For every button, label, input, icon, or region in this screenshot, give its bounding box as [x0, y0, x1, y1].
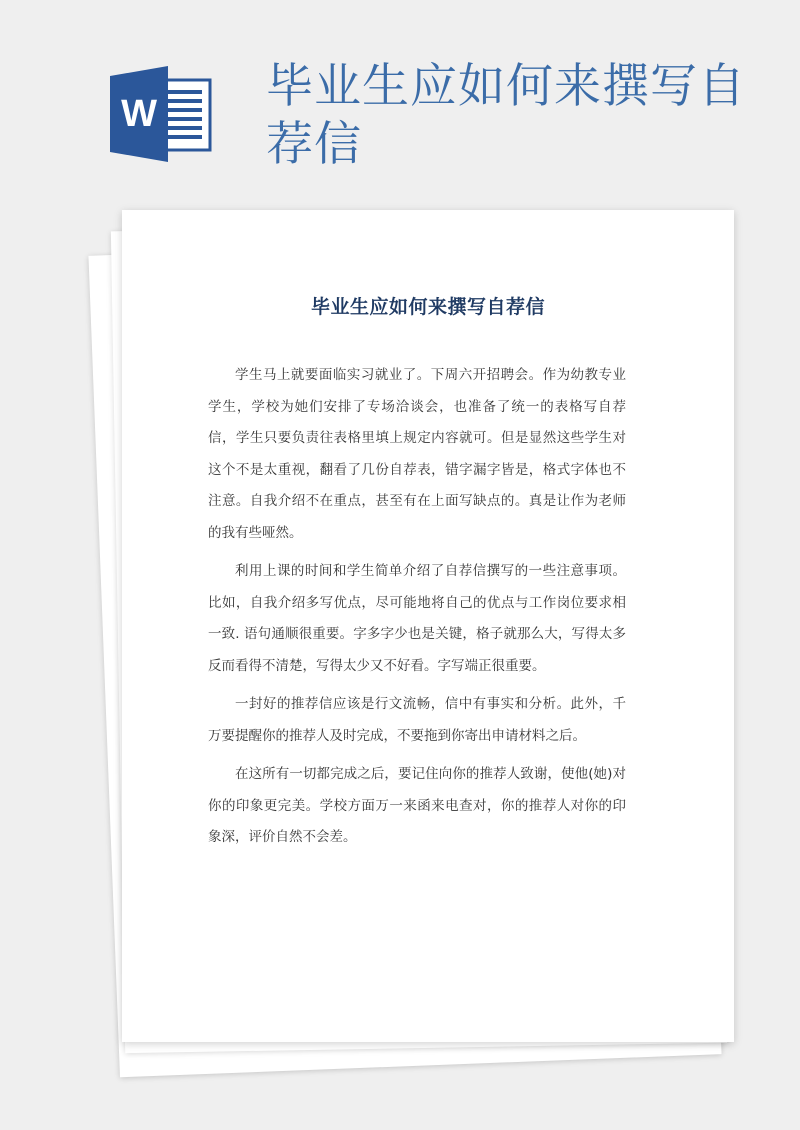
document-title: 毕业生应如何来撰写自荐信	[310, 296, 545, 318]
paragraph: 学生马上就要面临实习就业了。下周六开招聘会。作为幼教专业学生，学校为她们安排了专场洽谈会，也准备了统一的表格写自荐信，学生只要负责往表格里填上规定内容就可。但是显然这些学生对这个不是太重视，翻看了几份自荐表，错字漏字皆是，格式字体也不注意。自我介绍不在重点，甚至有在上面写缺点的。真是让作为老师的我有些哑然。	[208, 367, 626, 541]
word-document-icon	[110, 66, 214, 162]
document-body	[208, 360, 626, 861]
paragraph: 利用上课的时间和学生简单介绍了自荐信撰写的一些注意事项。比如，自我介绍多写优点，尽可能地将自己的优点与工作岗位要求相一致. 语句通顺很重要。字多字少也是关键，格子就那么大，写得太多反而看得不清楚，写得太少又不好看。字写端正很重要。	[208, 563, 626, 674]
svg-text:W: W	[121, 93, 157, 135]
document-page	[122, 210, 734, 1042]
paragraph: 在这所有一切都完成之后，要记住向你的推荐人致谢，使他(她)对你的印象更完美。学校方面万一来函来电查对，你的推荐人对你的印象深，评价自然不会差。	[208, 766, 626, 845]
page-title: 毕业生应如何来撰写自荐信	[266, 59, 746, 172]
paragraph: 一封好的推荐信应该是行文流畅，信中有事实和分析。此外，千万要提醒你的推荐人及时完成，不要拖到你寄出申请材料之后。	[208, 696, 626, 744]
